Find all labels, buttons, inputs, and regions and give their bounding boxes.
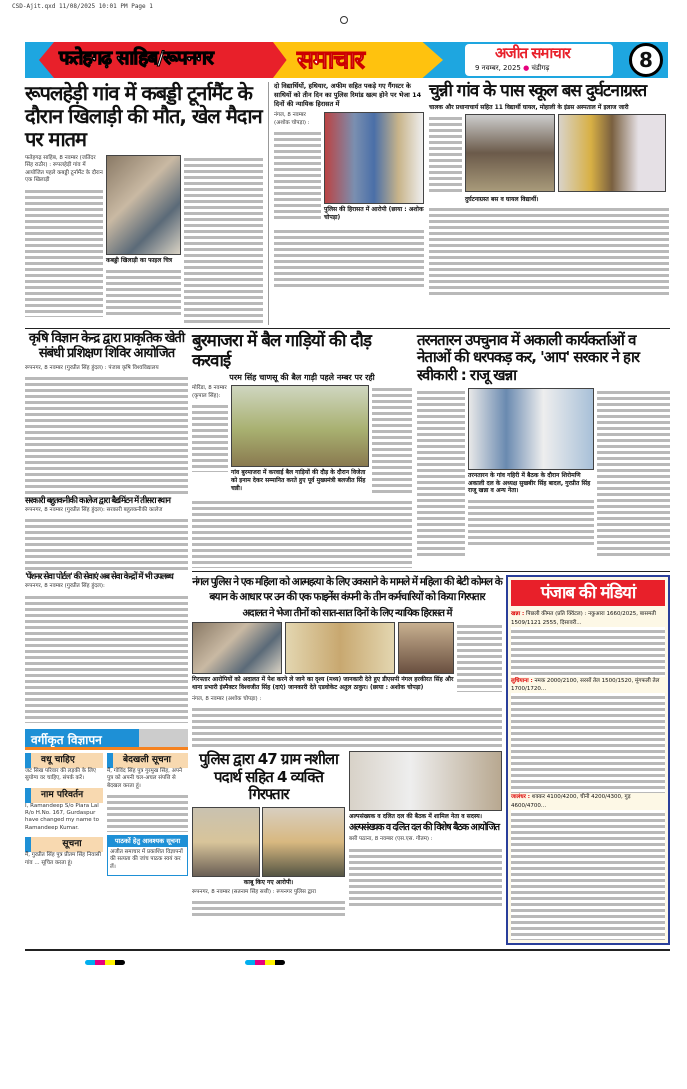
article-text xyxy=(25,187,103,317)
caption-nangal: गिरफ्तार आरोपियों को अदालत में पेश करने ले जाने का दृश्य (मध्य) जानकारी देते हुए डीएसपी नंगल हरकीरत सिंह और थाना प्रभारी इंस्पैक्टर विश्वजीत सिंह (दाएं) जानकारी देते एडवोकेट अतुल ठाकुर। (छाया : अशोक चोपड़ा) xyxy=(192,676,454,692)
ad-text: I, Ramandeep S/o Piara Lal R/o H.No. 167, Gurdaspur have changed my name to Ramandeep Kumar. xyxy=(25,802,99,831)
headline-raju-khanna: तरनतारन उपचुनाव में अकाली कार्यकर्ताओं व नेताओं की धरपकड़ कर, 'आप' सरकार ने हार स्वीकारी : राजू खन्ना xyxy=(417,331,639,384)
mandi-rates-text xyxy=(511,810,665,940)
headline-kabaddi: रूपलहेड़ी गांव में कबड्डी टूर्नामैंट के दौरान खिलाड़ी की मौत, खेल मैदान पर मातम xyxy=(25,81,262,151)
article-text xyxy=(457,622,502,692)
reader-notice xyxy=(107,835,188,876)
article-text xyxy=(417,388,465,558)
mandi-city: लुधियाना : xyxy=(511,677,533,684)
byline-badminton: रूपनगर, 8 नवम्बर (गुरप्रीत सिंह हुंदल): सरकारी बहुतकनीकी कालेज xyxy=(25,507,163,514)
article-text xyxy=(184,155,263,325)
photo-arrested-accused-1 xyxy=(192,807,260,877)
article-text xyxy=(372,385,412,495)
article-text xyxy=(192,498,412,568)
article-text xyxy=(106,267,181,317)
mandi-city: खन्ना : xyxy=(511,611,525,618)
paper-name: अजीत समाचार xyxy=(495,44,570,62)
ad-title: बेदखली सूचना xyxy=(107,753,188,768)
headline-drugs-arrest: पुलिस द्वारा 47 ग्राम नशीला पदार्थ सहित 4 व्यक्ति गिरफ्तार xyxy=(199,750,338,803)
section-name: फतेहगढ़ साहिब/रूपनगर xyxy=(59,47,213,69)
classified-title: वर्गीकृत विज्ञापन xyxy=(31,732,102,747)
headline-pensioner: 'पेंशनर सेवा पोर्टल' की सेवाएं अब सेवा केन्द्रों में भी उपलब्ध xyxy=(25,572,173,583)
headline-bullock-race: बुरमाजरा में बैल गाड़ियों की दौड़ करवाई xyxy=(192,331,371,371)
color-registration-bar xyxy=(85,960,125,965)
ad-text: मैं, गोविंद सिंह पुत्र गुरमुख सिंह, अपने पुत्र को अपनी चल-अचल संपत्ति से बेदखल करता हूं। xyxy=(107,767,182,789)
article-text xyxy=(25,593,188,723)
article-text xyxy=(274,129,321,219)
caption-kabaddi: कबड्डी खिलाड़ी का फाइल चित्र xyxy=(106,257,173,264)
photo-arrested-accused-2 xyxy=(262,807,345,877)
article-text xyxy=(192,705,502,747)
ad-title: वधू चाहिए xyxy=(25,753,103,768)
mandi-rates: शक्कर 4100/4200, चीनी 4200/4300, गुड़ 4600/4700... xyxy=(511,794,631,809)
photo-akali-meeting xyxy=(468,388,594,470)
article-text xyxy=(274,227,424,287)
caption-gangster: पुलिस की हिरासत में आरोपी (छाया : अशोक चोपड़ा) xyxy=(324,206,424,222)
byline-pensioner: रूपनगर, 8 नवम्बर (गुरप्रीत सिंह हुंदल): xyxy=(25,583,105,590)
headline-minority-meeting: अल्पसंख्यक व दलित दल की विशेष बैठक आयोजित xyxy=(349,822,500,834)
mandi-title: पंजाब की मंडियां xyxy=(511,580,665,606)
article-text xyxy=(25,516,188,570)
article-text xyxy=(349,846,502,906)
caption-bus: दुर्घटनाग्रस्त बस व घायल विद्यार्थी। xyxy=(465,195,539,203)
article-text xyxy=(192,402,228,472)
subheadline-bullock-race: परम सिंह चाणसू की बैल गाड़ी पहले नम्बर पर रही xyxy=(229,373,375,383)
caption-bullock-race: गांव बुरमाजरा में करवाई बैल गाड़ियों की दौड़ के दौरान विजेता को इनाम देकर सम्मानित करते हुए पूर्व मुख्यमंत्री बलजीत सिंह चन्नी। xyxy=(231,469,366,493)
article-text xyxy=(597,388,670,558)
mandi-rates: पिछली कीमत (प्रति क्विंटल) : नकुआरा 1660/2025, बासमती 1509/1121 2555, दिसावरी... xyxy=(511,611,656,626)
byline-minority: बसी पठाना, 8 नवम्बर (एस.एस. गौतम) : xyxy=(349,836,433,843)
reader-notice-text: अजीत समाचार में प्रकाशित विज्ञापनों की सत्यता की जांच पाठक स्वयं कर लें। xyxy=(110,849,183,870)
subheadline-nangal-police: अदालत ने भेजा तीनों को सात-सात दिनों के लिए न्यायिक हिरासत में xyxy=(242,607,452,619)
ad-title: सूचना xyxy=(25,837,103,852)
headline-bus-accident: चुन्नी गांव के पास स्कूल बस दुर्घटनाग्रस्त xyxy=(429,81,647,101)
color-registration-bar xyxy=(245,960,285,965)
article-text xyxy=(429,114,462,194)
ad-title: नाम परिवर्तन xyxy=(25,788,103,803)
caption-minority: अल्पसंख्यक व दलित दल की बैठक में शामिल नेता व सदस्य। xyxy=(349,813,483,821)
section-label: समाचार xyxy=(297,45,364,74)
byline-drugs: रूपनगर, 8 नवम्बर (सतनाम सिंह सत्ती) : रूपनगर पुलिस द्वारा xyxy=(192,888,316,895)
photo-bus xyxy=(465,114,555,192)
subheadline-bus-accident: चालक और प्रधानाचार्य सहित 11 विद्यार्थी घायल, मोहाली के इंडस अस्पताल में इलाज जारी xyxy=(429,103,629,111)
mandi-box xyxy=(506,575,670,945)
article-text xyxy=(468,497,594,547)
issue-city: चंडीगढ़ xyxy=(531,64,550,72)
reader-notice-title: पाठकों हेतु आवश्यक सूचना xyxy=(108,836,187,847)
mandi-city: जालंधर : xyxy=(511,794,530,801)
section-banner: फतेहगढ़ साहिब/रूपनगर समाचार अजीत समाचार 9 नवम्बर, 2025 ● चंडीगढ़ 8 xyxy=(25,42,668,78)
byline-bullock-race: मोरिंडा, 8 नवम्बर (कृपाल सिंह): xyxy=(192,385,227,399)
headline-krishi: कृषि विज्ञान केन्द्र द्वारा प्राकृतिक खेती संबंधी प्रशिक्षण शिविर आयोजित xyxy=(28,331,185,361)
photo-court-scene xyxy=(192,622,282,674)
byline-krishi: रूपनगर, 8 नवम्बर (गुरप्रीत सिंह हुंदल) : पंजाब कृषि विश्वविद्यालय xyxy=(25,364,159,371)
registration-mark xyxy=(340,16,348,24)
article-text xyxy=(25,374,188,494)
headline-nangal-police: नंगल पुलिस ने एक महिला को आत्महत्या के लिए उकसाने के मामले में महिला की बेटी कोमल के बयान के आधार पर उन की एक फाइनेंस कंपनी के तीन कर्मचारियों को किया गिरफ्तार xyxy=(192,576,502,604)
caption-akali-meeting: तरनतारन के गांव गहिरी में बैठक के दौरान शिरोमणि अकाली दल के अध्यक्ष सुखबीर सिंह बादल, गुरप्रीत सिंह राजू खन्ना व अन्य नेता। xyxy=(468,471,591,495)
article-text xyxy=(192,898,345,916)
photo-minority-meeting xyxy=(349,751,502,811)
page-number: 8 xyxy=(629,43,663,77)
headline-badminton: सरकारी बहुतकनीकी कालेज द्वारा बैडमिंटन में तीसरा स्थान xyxy=(25,496,171,507)
headline-gangster: दो विद्यार्थियों, हथियार, अफीम सहित पकड़े गए गैंगस्टर के साथियों को तीन दिन का पुलिस रिमांड खत्म होने पर भेजा 14 दिनों की न्यायिक हिरासत में xyxy=(274,82,422,108)
photo-bullock-race xyxy=(231,385,369,467)
byline-kabaddi: फतेहगढ़ साहिब, 8 नवम्बर (जतिंदर सिंह राठौर) : रूपलहेड़ी गांव में आयोजित पहले कबड्डी टूर्नामैंट के दौरान एक खिलाड़ी xyxy=(25,155,103,184)
mandi-rates-text xyxy=(511,627,665,677)
byline-gangster: नंगल, 8 नवम्बर (अशोक चोपड़ा) : xyxy=(274,112,310,126)
issue-date: 9 नवम्बर, 2025 xyxy=(475,64,521,72)
print-slug: CSD-Ajit.qxd 11/08/2025 10:01 PM Page 1 xyxy=(12,3,153,10)
photo-advocate xyxy=(398,622,454,674)
ad-body xyxy=(107,792,188,832)
caption-drugs: काबू किए गए आरोपी। xyxy=(243,879,294,887)
classified-header xyxy=(25,729,188,747)
photo-accused-police xyxy=(324,112,424,204)
ad-text: जट सिख परिवार की लड़की के लिए सुयोग्य वर चाहिए, संपर्क करें। xyxy=(25,767,96,782)
photo-dsp xyxy=(285,622,395,674)
mandi-rates: नमक 2000/2100, सरसों तेल 1500/1520, मूंगफली तेल 1700/1720... xyxy=(511,677,660,693)
mandi-rates-text xyxy=(511,693,665,793)
photo-injured-students xyxy=(558,114,666,192)
photo-kabaddi-player xyxy=(106,155,181,255)
ad-text: मैं, गुरप्रीत सिंह पुत्र प्रीतम सिंह निवासी गांव ... सूचित करता हूं। xyxy=(25,852,101,866)
article-text xyxy=(429,205,669,295)
byline-nangal: नंगल, 8 नवम्बर (अशोक चोपड़ा) : xyxy=(192,695,262,702)
